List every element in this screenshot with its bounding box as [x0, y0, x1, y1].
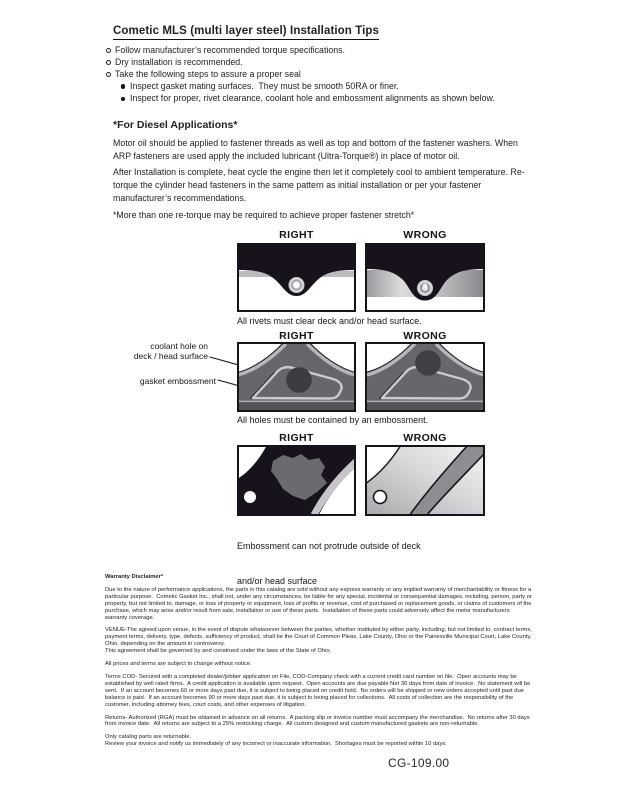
disclaimer-venue: VENUE-The agreed upon venue, in the event of dispute whatsoever between the parties, whether instituted by either party, including, but not limited to, contract terms, payment terms, delivery, type, defects, sufficiency of product, shall be the Court of Common Pleas, Lake County, Ohio or the Painesville Municipal Court, Lake County, Ohio, depending on the amount in controversy. — [105, 627, 534, 648]
row2-right-label: RIGHT — [279, 330, 314, 342]
list-item: Inspect for proper, rivet clearance, coolant hole and embossment alignments as shown below. — [121, 92, 546, 104]
row2-caption: All holes must be contained by an embossment. — [237, 415, 429, 425]
disclaimer-governed: This agreement shall be governed by and construed under the laws of the State of Ohio. — [105, 648, 332, 655]
warranty-disclaimer — [105, 574, 532, 754]
disclaimer-catalog: Only catalog parts are returnable. — [105, 734, 192, 741]
row1-wrong-label: WRONG — [403, 229, 447, 241]
page-number: CG-109.00 — [388, 756, 450, 770]
disclaimer-warranty: Due to the nature of performance applications, the parts in this catalog are sold without any express warranty or any implied warranty of merchantability or fitness for a particular purpose. Cometic Gasket Inc., shall not, under any circumstances, be liable for any special, incidental or consequential damages, including, person, party or property, but not limited to, damage, or loss of property or equipment, loss of profits or revenue, cost of purchased or replacement goods, or claims of customers of the purchase, which may arise and/or result from sale, installation or use of these parts. Installation of these parts could adversely affect the motor manufacturers warranty coverage. — [105, 586, 534, 621]
disclaimer-terms: Terms COD- Secured with a completed dealer/jobber application on File, COD-Company check with a current credit card number on file. Open accounts may be established by well rated firms. A credit application is available upon request. Open accounts are due payable Net 30 days from date of invoice. No statement will be sent. If an account becomes 60 or more days past due, it is subject to being placed on credit hold. No orders will be shipped or new orders accepted until past due balance is paid. If an account becomes 90 or more days past due, it is subject to being placed for collections. All costs of collection are the responsibility of the customer, including attorney fees, court costs, and other expenses of litigation. — [105, 673, 532, 708]
diesel-applications-heading: *For Diesel Applications* — [113, 119, 238, 131]
diesel-paragraph-1: Motor oil should be applied to fastener threads as well as top and bottom of the fastener washers. When ARP fasteners are used apply the included lubricant (Ultra-Torque®) in place of motor oil. — [113, 138, 520, 161]
row1-caption: All rivets must clear deck and/or head surface. — [237, 316, 422, 326]
installation-tips-list — [106, 44, 546, 104]
rivet-icon — [417, 280, 433, 296]
coolant-hole — [415, 350, 441, 376]
list-item: Inspect gasket mating surfaces. They must be smooth 50RA or finer. — [121, 80, 546, 92]
list-item: Dry installation is recommended. — [106, 56, 546, 68]
disclaimer-review: Review your invoice and notify us immediately of any incorrect or inaccurate information. Shortages must be reported within 10 days. — [105, 741, 447, 748]
figure-rivet-wrong — [365, 243, 485, 312]
coolant-hole — [286, 367, 312, 393]
retorque-note: *More than one re-torque may be required to achieve proper fastener stretch* — [113, 210, 415, 220]
figure-embossment-wrong — [365, 342, 485, 412]
figure-protrusion-right — [237, 445, 356, 516]
list-item: Take the following steps to assure a proper seal — [106, 68, 546, 80]
page-title: Cometic MLS (multi layer steel) Installation Tips — [113, 25, 379, 40]
disclaimer-prices: All prices and terms are subject to change without notice. — [105, 661, 252, 668]
diesel-paragraph-2: After Installation is complete, heat cycle the engine then let it completely cool to ambient temperature. Re-torque the cylinder head fasteners in the same pattern as initial installation or per your fastener manufacturer’s recommendations. — [113, 167, 525, 203]
figure-protrusion-wrong — [365, 445, 485, 516]
list-item: Follow manufacturer’s recommended torque specifications. — [106, 44, 546, 56]
row3-wrong-label: WRONG — [403, 432, 447, 444]
gasket-embossment-label: gasket embossment — [139, 376, 216, 386]
figure-embossment-right — [237, 342, 356, 412]
row1-right-label: RIGHT — [279, 229, 314, 241]
bolt-hole — [244, 491, 256, 503]
row3-right-label: RIGHT — [279, 432, 314, 444]
bolt-hole — [374, 491, 387, 504]
row2-wrong-label: WRONG — [403, 330, 447, 342]
coolant-hole-label: coolant hole on deck / head surface — [133, 341, 208, 361]
disclaimer-heading: Warranty Disclaimer* — [105, 574, 164, 580]
rivet-icon — [289, 277, 305, 293]
disclaimer-returns: Returns- Authorized (RGA) must be obtained in advance on all returns. A packing slip or invoice number must accompany the merchandise. No returns after 30 days from invoice date. All returns are subject to a 25% restocking charge. All custom designed and custom manufactured gaskets are non-returnable. — [105, 714, 532, 728]
row3-caption: Embossment can not protrude outside of deck and/or head surface — [237, 541, 421, 586]
figure-rivet-right — [237, 243, 356, 312]
